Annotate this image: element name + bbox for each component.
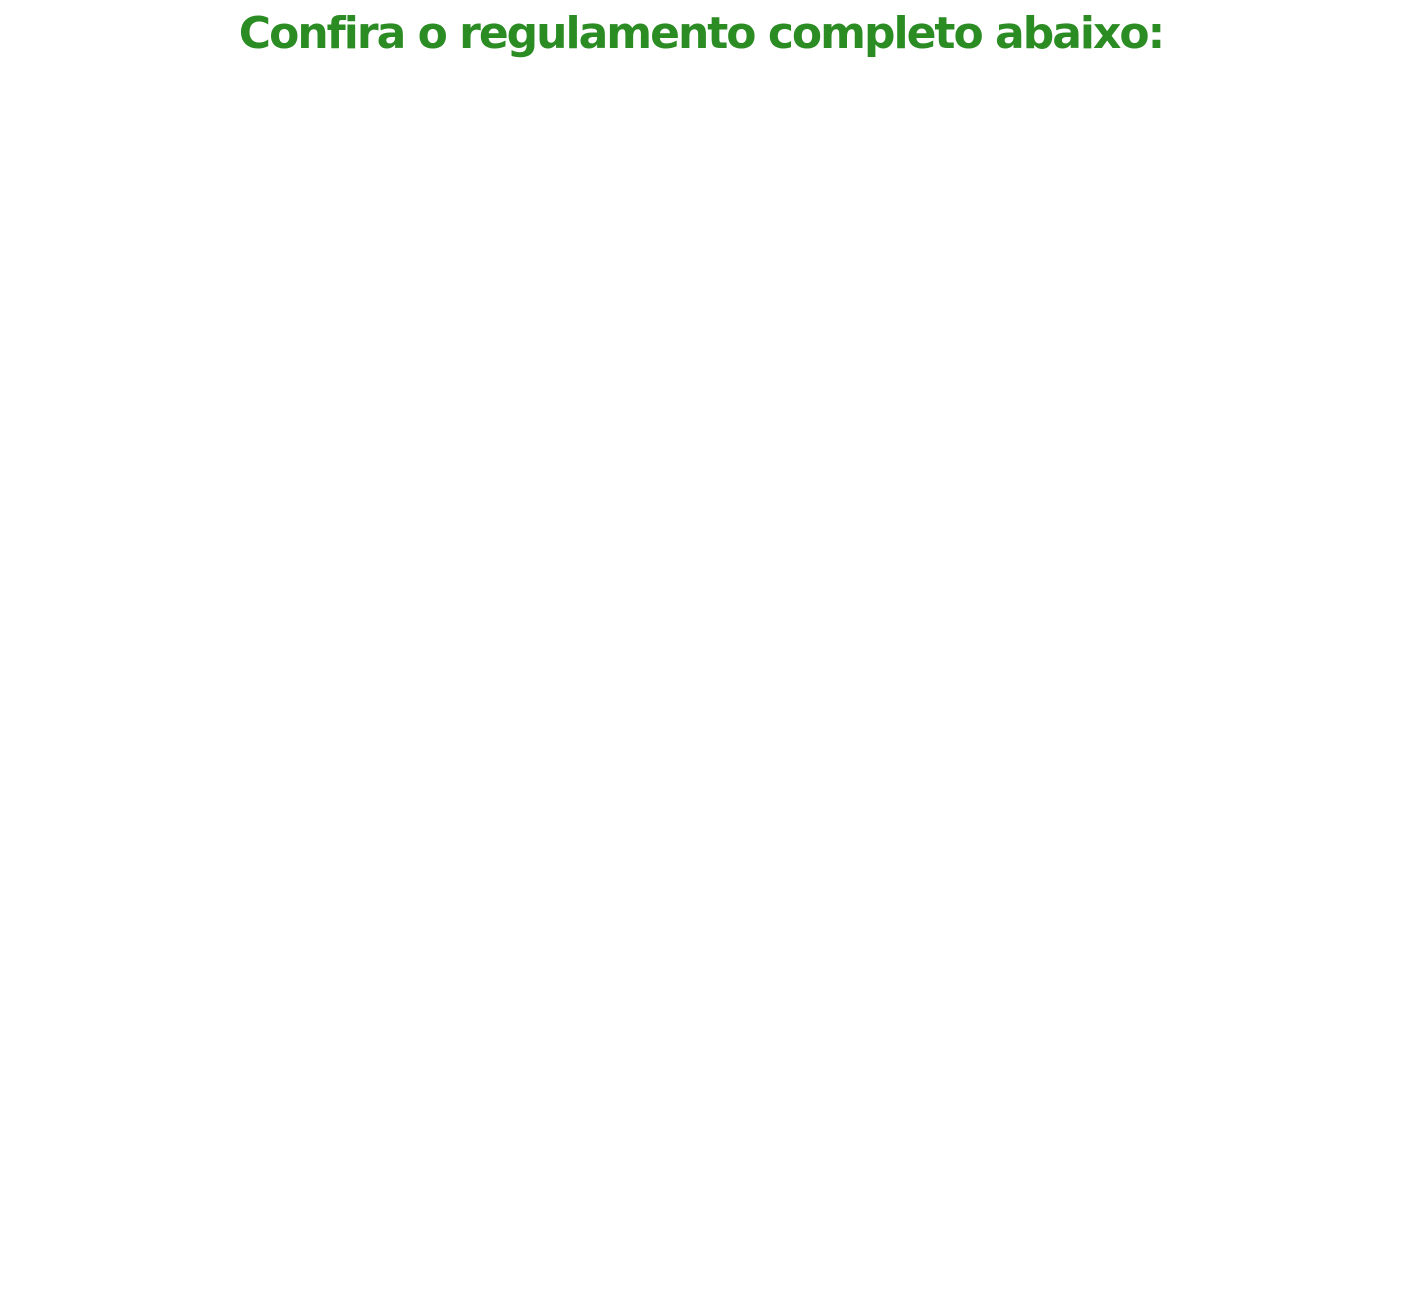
page-title: Confira o regulamento completo abaixo: bbox=[238, 8, 1164, 59]
regulation-content-area bbox=[0, 80, 1402, 1280]
